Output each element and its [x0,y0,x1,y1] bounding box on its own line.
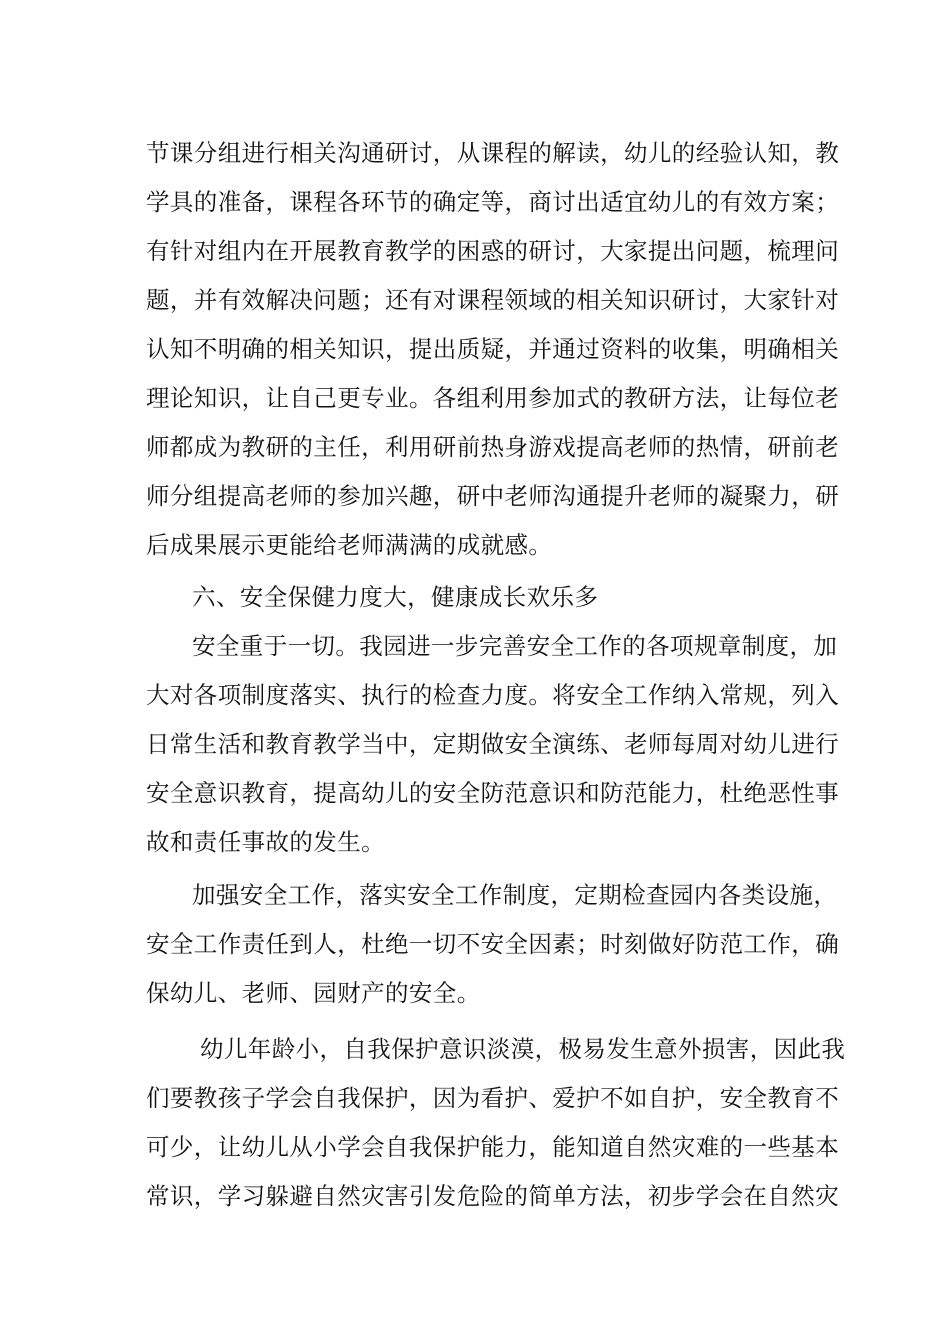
text-line: 有针对组内在开展教育教学的困惑的研讨，大家提出问题，梳理问 [146,237,840,265]
text-line: 题，并有效解决问题；还有对课程领域的相关知识研讨，大家针对 [146,286,840,314]
text-line: 可少，让幼儿从小学会自我保护能力，能知道自然灾难的一些基本 [146,1133,840,1161]
text-line: 故和责任事故的发生。 [146,828,385,856]
text-line: 加强安全工作，落实安全工作制度，定期检查园内各类设施， [192,881,838,909]
text-line: 幼儿年龄小，自我保护意识淡漠，极易发生意外损害，因此我 [200,1035,846,1063]
text-line: 理论知识，让自己更专业。各组利用参加式的教研方法，让每位老 [146,384,840,412]
text-line: 保幼儿、老师、园财产的安全。 [146,979,481,1007]
text-line: 安全重于一切。我园进一步完善安全工作的各项规章制度，加 [192,632,838,660]
section-heading: 六、安全保健力度大，健康成长欢乐多 [192,583,599,611]
text-line: 师都成为教研的主任，利用研前热身游戏提高老师的热情，研前老 [146,433,840,461]
text-line: 后成果展示更能给老师满满的成就感。 [146,531,553,559]
text-line: 安全工作责任到人，杜绝一切不安全因素；时刻做好防范工作，确 [146,930,840,958]
text-line: 大对各项制度落实、执行的检查力度。将安全工作纳入常规，列入 [146,681,840,709]
text-line: 安全意识教育，提高幼儿的安全防范意识和防范能力，杜绝恶性事 [146,779,840,807]
text-line: 日常生活和教育教学当中，定期做安全演练、老师每周对幼儿进行 [146,730,840,758]
text-line: 师分组提高老师的参加兴趣，研中老师沟通提升老师的凝聚力，研 [146,482,840,510]
text-line: 学具的准备，课程各环节的确定等，商讨出适宜幼儿的有效方案； [146,188,840,216]
text-line: 节课分组进行相关沟通研讨，从课程的解读，幼儿的经验认知，教 [146,139,840,167]
text-line: 认知不明确的相关知识，提出质疑，并通过资料的收集，明确相关 [146,335,840,363]
text-line: 常识，学习躲避自然灾害引发危险的简单方法，初步学会在自然灾 [146,1182,840,1210]
text-line: 们要教孩子学会自我保护，因为看护、爱护不如自护，安全教育不 [146,1084,840,1112]
